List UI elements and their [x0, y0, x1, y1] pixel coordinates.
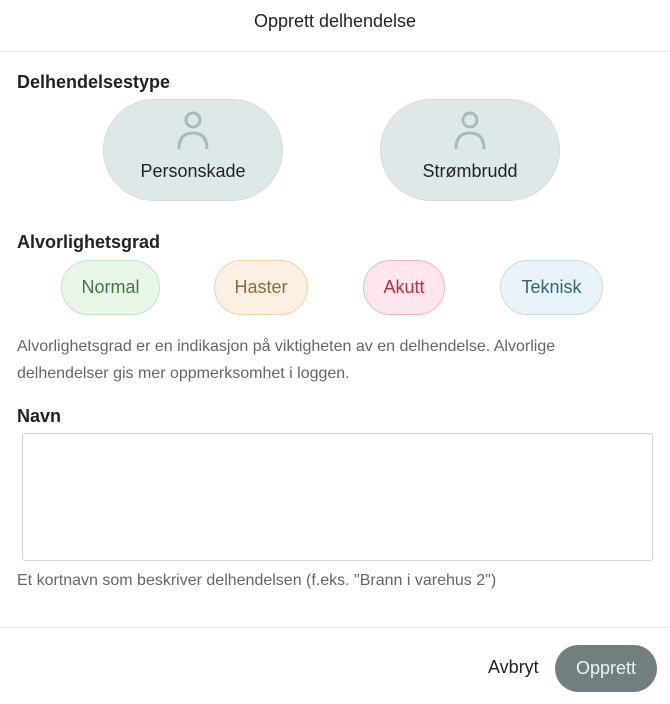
name-hint: Et kortnavn som beskriver delhendelsen (f.eks. "Brann i varehus 2") — [17, 572, 497, 589]
severity-normal[interactable]: Normal — [61, 260, 160, 315]
type-section-label: Delhendelsestype — [17, 72, 171, 92]
name-input[interactable] — [22, 433, 653, 561]
severity-teknisk[interactable]: Teknisk — [500, 260, 603, 315]
cancel-button[interactable]: Avbryt — [488, 657, 539, 677]
type-option-label: Personskade — [140, 161, 246, 181]
dialog-title: Opprett delhendelse — [253, 11, 417, 31]
severity-section-label: Alvorlighetsgrad — [17, 232, 161, 252]
severity-akutt[interactable]: Akutt — [363, 260, 445, 315]
header-divider — [0, 51, 670, 52]
person-icon — [452, 109, 488, 151]
submit-button[interactable]: Opprett — [555, 645, 657, 692]
footer-divider — [0, 627, 670, 628]
type-option-label: Strømbrudd — [422, 161, 518, 181]
name-section-label: Navn — [17, 406, 62, 426]
severity-haster[interactable]: Haster — [214, 260, 308, 315]
type-option-strombrudd[interactable] — [380, 99, 560, 201]
type-option-personskade[interactable] — [103, 99, 283, 201]
person-icon — [175, 109, 211, 151]
severity-help-text: Alvorlighetsgrad er en indikasjon på viktigheten av en delhendelse. Alvorlige delhendelser gis mer oppmerksomhet i loggen. — [17, 338, 556, 382]
